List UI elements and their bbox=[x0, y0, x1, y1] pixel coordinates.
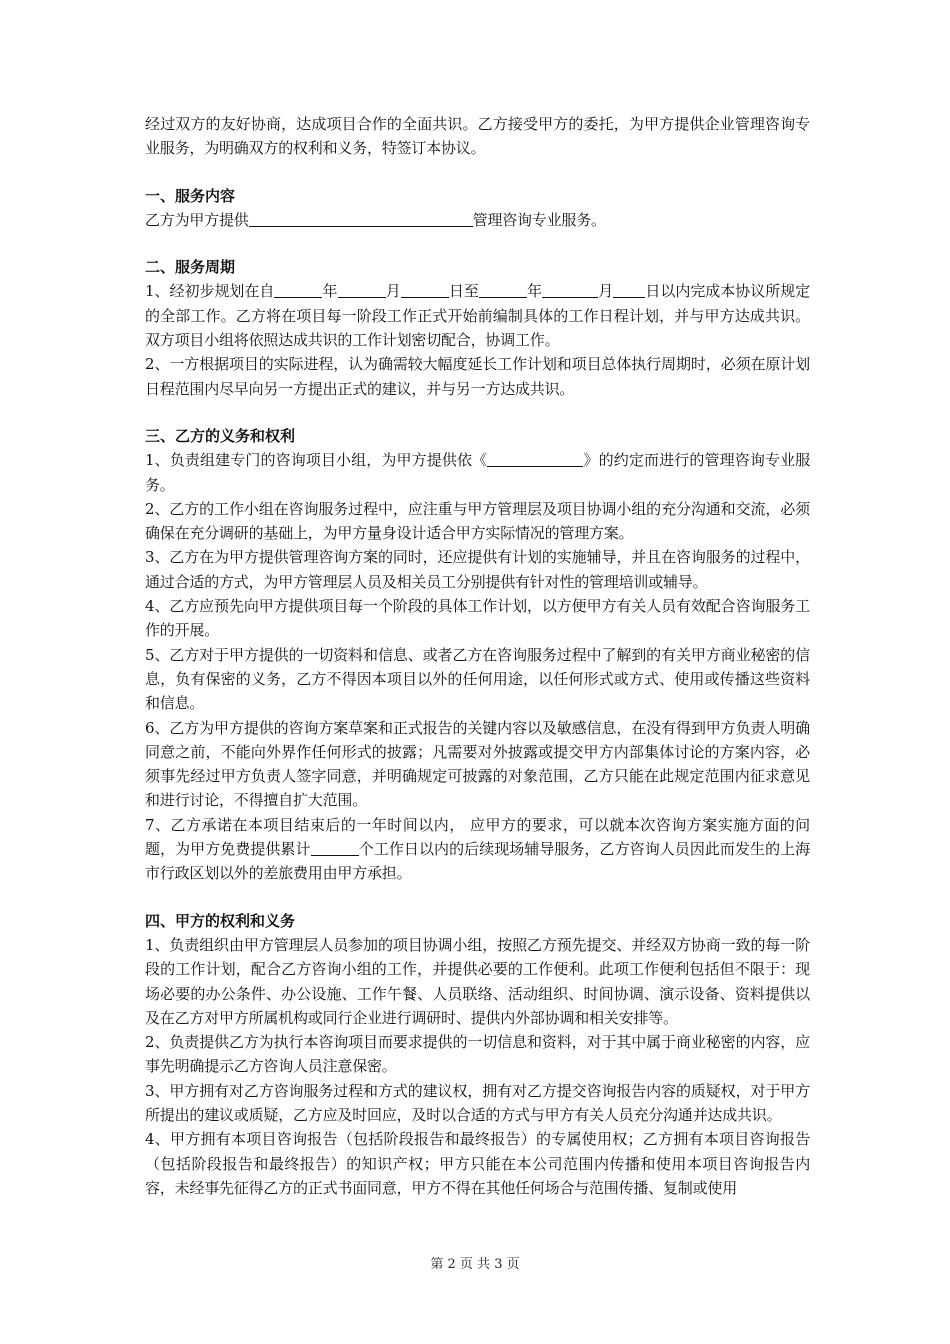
text-span: 年 bbox=[526, 282, 543, 301]
paragraph: 6、乙方为甲方提供的咨询方案草案和正式报告的关键内容以及敏感信息，在没有得到甲方负责人明确同意之前，不能向外界作任何形式的披露；凡需要对外披露或提交甲方内部集体讨论的方案内容，必须事先经过甲方负责人签字同意，并明确规定可披露的对象范围，乙方只能在此规定范围内征求意见和进行讨论，不得擅自扩大范围。 bbox=[145, 718, 810, 810]
section-heading: 四、甲方的权利和义务 bbox=[145, 911, 296, 930]
text-span: 管理咨询专业服务。 bbox=[472, 210, 606, 229]
text-span: 》的约定而进行的管理咨询专业服务。 bbox=[145, 451, 810, 494]
text-span: 月 bbox=[385, 282, 401, 301]
text-span: 月 bbox=[598, 282, 614, 301]
paragraph bbox=[145, 813, 810, 886]
fill-blank[interactable] bbox=[311, 840, 359, 856]
fill-blank[interactable] bbox=[542, 282, 598, 298]
paragraph bbox=[145, 448, 810, 497]
section-party-b-duties bbox=[145, 424, 810, 886]
fill-blank[interactable] bbox=[401, 282, 449, 298]
section-heading: 一、服务内容 bbox=[145, 186, 236, 205]
text-span: 日以内完成本协议所规定的全部工作。乙方将在项目每一阶段工作正式开始前编制具体的工作日程计划，并与甲方达成共识。双方项目小组将依照达成共识的工作计划密切配合，协调工作。 bbox=[145, 282, 810, 350]
paragraph: 2、一方根据项目的实际进程，认为确需较大幅度延长工作计划和项目总体执行周期时，必须在原计划日程范围内尽早向另一方提出正式的建议，并与另一方达成共识。 bbox=[145, 355, 810, 398]
page-number-footer: 第 2 页 共 3 页 bbox=[430, 1257, 520, 1272]
paragraph: 4、甲方拥有本项目咨询报告（包括阶段报告和最终报告）的专属使用权；乙方拥有本项目咨询报告（包括阶段报告和最终报告）的知识产权；甲方只能在本公司范围内传播和使用本项目咨询报告内容，未经事先征得乙方的正式书面同意，甲方不得在其他任何场合与范围传播、复制或使用 bbox=[145, 1130, 810, 1197]
section-party-a-rights bbox=[145, 909, 810, 1201]
paragraph bbox=[145, 279, 810, 352]
section-service-period bbox=[145, 255, 810, 401]
paragraph: 1、负责组织由甲方管理层人员参加的项目协调小组，按照乙方预先提交、并经双方协商一致的每一阶段的工作计划，配合乙方咨询小组的工作，并提供必要的工作便利。此项工作便利包括但不限于：现场必要的办公条件、办公设施、工作午餐、人员联络、活动组织、时间协调、演示设备、资料提供以及在乙方对甲方所属机构或同行企业进行调研时、提供内外部协调和相关安排等。 bbox=[145, 935, 810, 1027]
section-service-content bbox=[145, 184, 810, 233]
text-span: 7、乙方承诺在本项目结束后的一年时间以内， 应甲方的要求，可以就本次咨询方案实施方面的问题，为甲方免费提供累计 bbox=[145, 815, 810, 859]
paragraph: 5、乙方对于甲方提供的一切资料和信息、或者乙方在咨询服务过程中了解到的有关甲方商业秘密的信息，负有保密的义务，乙方不得因本项目以外的任何用途，以任何形式或方式、使用或传播这些资料和信息。 bbox=[145, 645, 810, 713]
text-span: 日至 bbox=[448, 282, 479, 301]
section-heading: 二、服务周期 bbox=[145, 258, 236, 277]
fill-blank[interactable] bbox=[479, 282, 527, 298]
paragraph: 2、乙方的工作小组在咨询服务过程中，应注重与甲方管理层及项目协调小组的充分沟通和交流，必须确保在充分调研的基础上，为甲方量身设计适合甲方实际情况的管理方案。 bbox=[145, 499, 810, 543]
text-span: 乙方为甲方提供 bbox=[145, 210, 249, 229]
fill-blank[interactable] bbox=[338, 282, 386, 298]
paragraph bbox=[145, 208, 810, 232]
fill-blank[interactable] bbox=[487, 451, 583, 467]
text-span: 个工作日以内的后续现场辅导服务，乙方咨询人员因此而发生的上海市行政区划以外的差旅费用由甲方承担。 bbox=[145, 840, 810, 883]
paragraph: 2、负责提供乙方为执行本咨询项目而要求提供的一切信息和资料，对于其中属于商业秘密的内容，应事先明确提示乙方咨询人员注意保密。 bbox=[145, 1033, 810, 1076]
intro-paragraph: 经过双方的友好协商，达成项目合作的全面共识。乙方接受甲方的委托，为甲方提供企业管理咨询专业服务，为明确双方的权利和义务，特签订本协议。 bbox=[145, 115, 810, 158]
text-span: 1、经初步规划在自 bbox=[145, 282, 275, 301]
text-span: 年 bbox=[322, 282, 338, 301]
fill-blank[interactable] bbox=[274, 282, 322, 298]
paragraph: 3、乙方在为甲方提供管理咨询方案的同时，还应提供有计划的实施辅导，并且在咨询服务的过程中，通过合适的方式，为甲方管理层人员及相关员工分别提供有针对性的管理培训或辅导。 bbox=[145, 548, 810, 591]
paragraph: 4、乙方应预先向甲方提供项目每一个阶段的具体工作计划，以方便甲方有关人员有效配合咨询服务工作的开展。 bbox=[145, 597, 810, 640]
fill-blank[interactable] bbox=[249, 211, 473, 227]
document-body bbox=[145, 112, 810, 1200]
text-span: 1、负责组建专门的咨询项目小组，为甲方提供依《 bbox=[145, 451, 488, 470]
section-heading: 三、乙方的义务和权利 bbox=[145, 426, 296, 445]
fill-blank[interactable] bbox=[613, 282, 645, 298]
paragraph: 3、甲方拥有对乙方咨询服务过程和方式的建议权，拥有对乙方提交咨询报告内容的质疑权，对于甲方所提出的建议或质疑，乙方应及时回应，及时以合适的方式与甲方有关人员充分沟通并达成共识。 bbox=[145, 1081, 810, 1124]
